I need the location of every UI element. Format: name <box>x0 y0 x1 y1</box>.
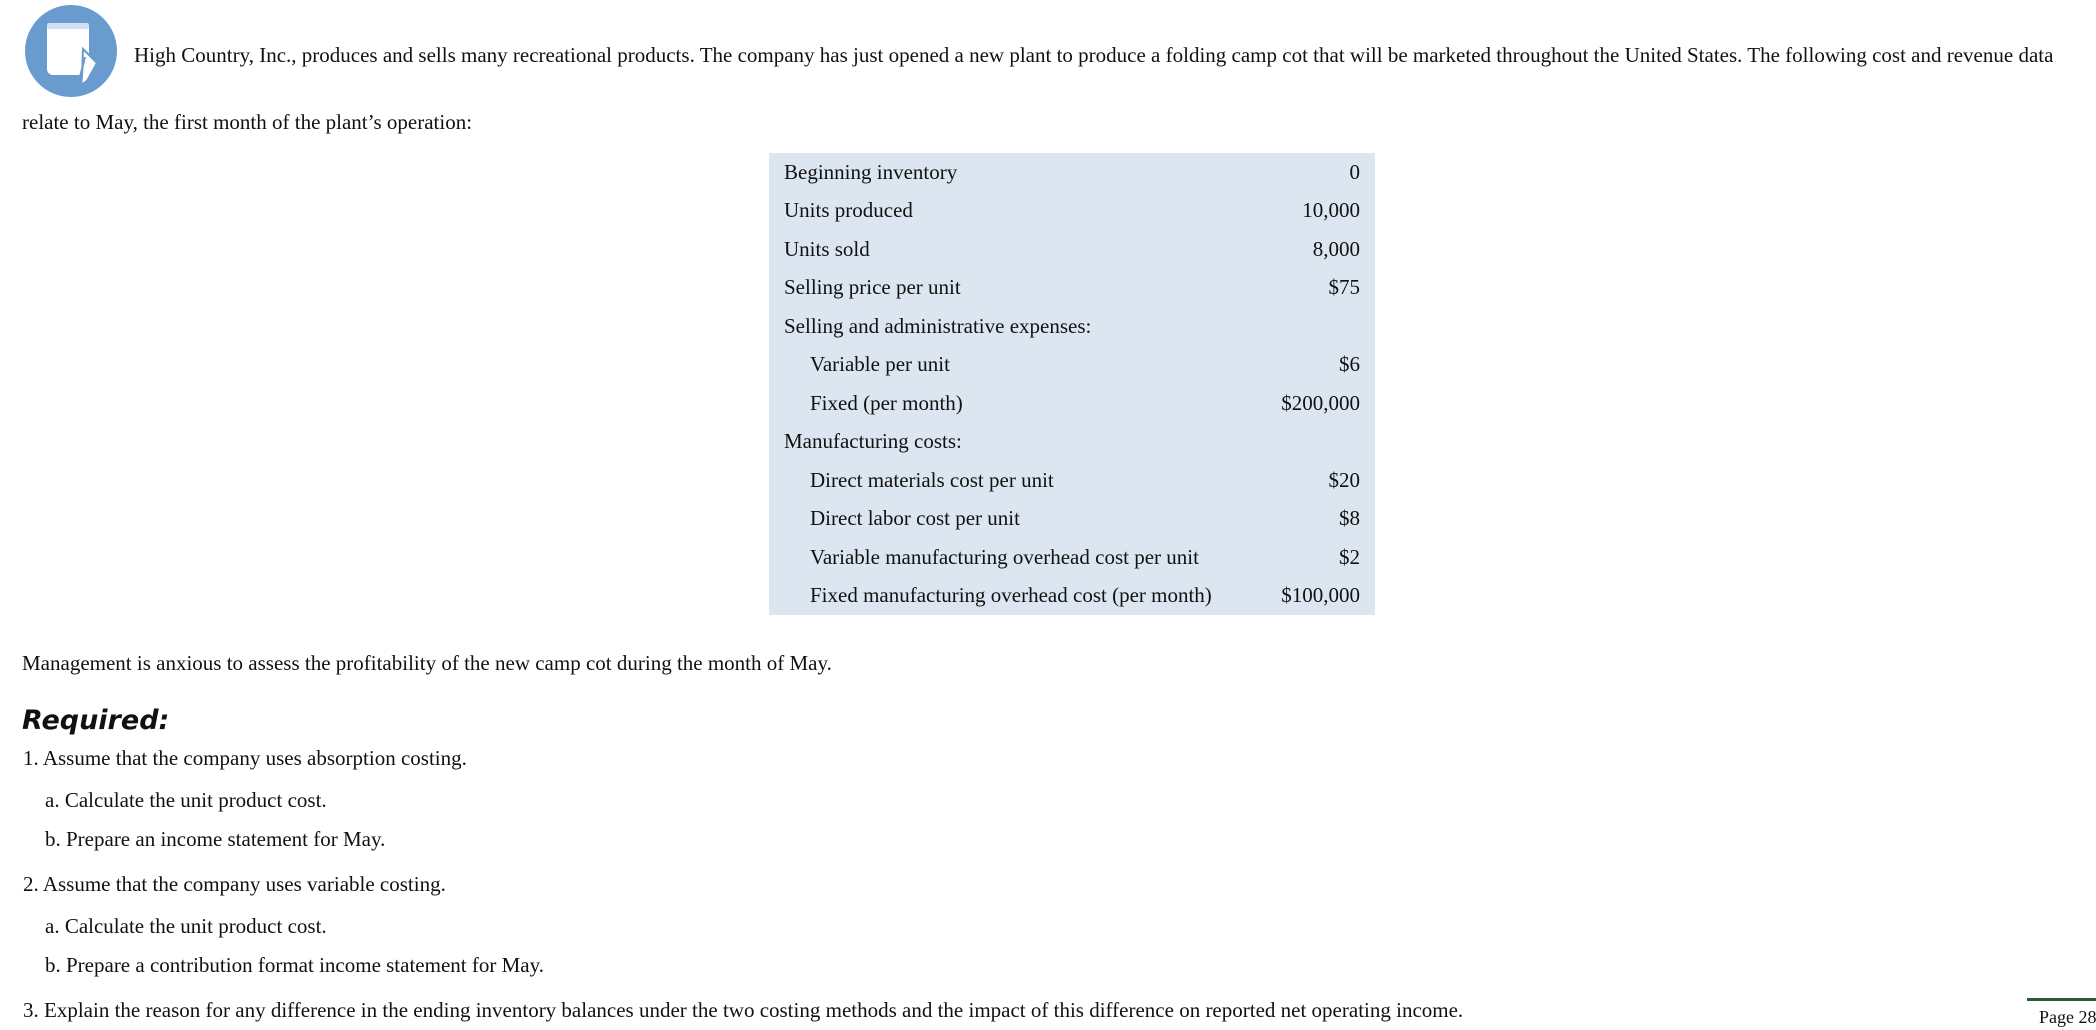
required-heading: Required: <box>22 705 170 736</box>
row-label: Variable per unit <box>810 352 950 377</box>
row-label: Fixed (per month) <box>810 390 963 415</box>
intro-text: High Country, Inc., produces and sells many recreational products. The company has just opened a new plant to produce a folding camp cot that will be marketed throughout the United States. The following cost and revenue data relate to May, the first month of the plant’s operation: <box>22 43 2054 134</box>
requirement-1: 1. Assume that the company uses absorption costing. <box>23 746 467 770</box>
row-label: Direct materials cost per unit <box>810 467 1054 492</box>
page-number: Page 28 <box>2027 998 2096 1028</box>
row-value <box>1259 307 1375 346</box>
table-row <box>769 346 1375 385</box>
row-label: Units sold <box>784 236 870 261</box>
cost-revenue-table <box>769 153 1375 615</box>
table-row <box>769 307 1375 346</box>
requirement-1a: a. Calculate the unit product cost. <box>45 788 327 812</box>
table-row <box>769 423 1375 462</box>
requirement-1b: b. Prepare an income statement for May. <box>45 827 386 851</box>
row-value: $100,000 <box>1281 583 1360 608</box>
management-statement: Management is anxious to assess the profitability of the new camp cot during the month of May. <box>22 651 832 675</box>
table-row <box>769 230 1375 269</box>
row-label: Units produced <box>784 198 913 223</box>
row-value: $2 <box>1339 544 1360 569</box>
table-row <box>769 269 1375 308</box>
requirement-2b: b. Prepare a contribution format income statement for May. <box>45 953 544 977</box>
requirement-3: 3. Explain the reason for any difference in the ending inventory balances under the two costing methods and the impact of this difference on reported net operating income. <box>23 998 1464 1022</box>
row-label: Direct labor cost per unit <box>810 506 1020 531</box>
table-row <box>769 192 1375 231</box>
row-value: $75 <box>1328 275 1360 300</box>
table-row <box>769 461 1375 500</box>
row-value <box>1259 423 1375 462</box>
table-row <box>769 577 1375 616</box>
row-value: $20 <box>1328 467 1360 492</box>
table-row <box>769 500 1375 539</box>
row-value: 8,000 <box>1312 236 1360 261</box>
problem-intro <box>22 22 2082 156</box>
row-value: $8 <box>1339 506 1360 531</box>
table-row <box>769 384 1375 423</box>
row-label: Manufacturing costs: <box>784 429 962 454</box>
table-row <box>769 153 1375 192</box>
requirement-2: 2. Assume that the company uses variable costing. <box>23 872 446 896</box>
row-label: Beginning inventory <box>784 159 958 184</box>
row-label: Fixed manufacturing overhead cost (per month) <box>810 583 1212 608</box>
row-value: $6 <box>1339 352 1360 377</box>
row-value: $200,000 <box>1281 390 1360 415</box>
requirement-2a: a. Calculate the unit product cost. <box>45 914 327 938</box>
row-label: Variable manufacturing overhead cost per unit <box>810 544 1199 569</box>
row-label: Selling price per unit <box>784 275 961 300</box>
row-label: Selling and administrative expenses: <box>784 313 1092 338</box>
row-value: 10,000 <box>1302 198 1360 223</box>
table-row <box>769 538 1375 577</box>
row-value: 0 <box>1349 159 1360 184</box>
